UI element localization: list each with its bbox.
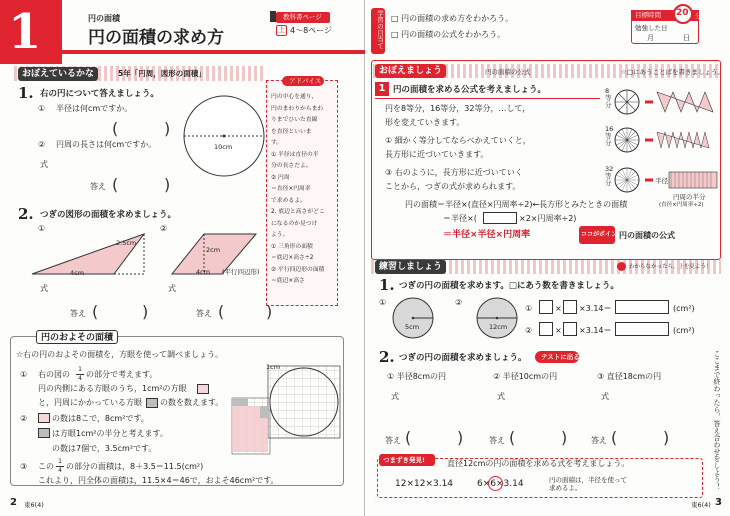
p2-item-2: ② 半径10cmの円: [493, 372, 558, 381]
formula-2a: ＝半径×(: [443, 214, 477, 223]
eq2-unit: (cm²): [673, 326, 695, 335]
p2-3-shiki: 式: [601, 392, 609, 401]
learn-line-2: 形を変えていきます。: [385, 118, 465, 127]
book-icon: [270, 11, 276, 22]
advice-line: りまでひいた直線: [271, 117, 318, 123]
a1-num: ①: [20, 370, 28, 379]
q1-2-paren-close: ): [164, 175, 171, 194]
advice-line: ② 円周: [271, 174, 290, 181]
advice-title: アドバイス: [289, 77, 322, 85]
learn-line-6: ことから，つぎの式が求められます。: [385, 182, 521, 191]
formula-1: 円の面積＝半径×(直径×円周率÷2)←長方形とみたときの面積: [405, 200, 628, 209]
advice-line: ＝底辺×高さ: [271, 278, 305, 284]
p2-2-shiki: 式: [497, 392, 505, 401]
answer-note: 円の面積は，半径を使って求めるよ。: [549, 476, 627, 492]
p2-item-1: ① 半径8cmの円: [387, 372, 446, 381]
q1-1-num: ①: [38, 104, 46, 113]
time-value: 20: [676, 8, 689, 18]
p2-1-paren-close: ): [457, 428, 464, 447]
p2-2-kotae: 答え: [489, 436, 505, 445]
advice-line: を直径といいま: [271, 128, 312, 135]
unit-number: 1: [8, 4, 42, 60]
a3-text-c: これより，円全体の面積は，11.5×4＝46で，およそ46cm²です。: [38, 476, 279, 485]
p2-3-paren-close: ): [663, 428, 670, 447]
review-ref: 5年「円周，図形の面積」: [118, 69, 206, 78]
eq2-blank-c[interactable]: [615, 322, 669, 336]
right-page-number: 3: [715, 497, 722, 508]
approx-intro: ☆右の円のおよその面積を，方眼を使って調べましょう。: [16, 350, 224, 359]
eq1-unit: (cm²): [673, 304, 695, 313]
test-tag: テストに出る!: [541, 353, 583, 361]
tri-base-label: 4cm: [70, 269, 85, 277]
circ-formula-label: (直径×円周率÷2): [659, 202, 704, 208]
unit-title: 円の面積の求め方: [88, 28, 224, 48]
p2-1-kotae: 答え: [385, 436, 401, 445]
q2-2-num: ②: [160, 224, 168, 233]
unit-small-title: 円の面積: [88, 14, 120, 23]
advice-text: [271, 92, 335, 288]
a1-text-b: の部分で考えます。: [86, 370, 158, 379]
q2-1-shiki: 式: [40, 284, 48, 293]
advice-line: で求めるよ。: [271, 197, 306, 204]
div-label-32: 32等分: [605, 165, 614, 187]
p1-2-num: ②: [455, 298, 463, 307]
advice-line: 円の中心を通り，: [271, 94, 318, 100]
q1-2-num: ②: [38, 140, 46, 149]
grid-unit-label: 1cm: [266, 363, 281, 371]
q1-2-paren-open: (: [112, 175, 119, 194]
advice-line: ＝直径×円周率: [271, 186, 311, 192]
q1-kotae: 答え: [90, 182, 106, 191]
eq2-num: ②: [525, 326, 533, 335]
study-date-label: 勉強した日: [635, 24, 668, 32]
time-label: 目標時間: [635, 11, 661, 19]
p2-number: 2.: [379, 348, 395, 366]
advice-line: 分の長さだよ。: [271, 163, 312, 169]
p2-text: つぎの円の面積を求めましょう。: [399, 353, 527, 363]
q2-1-paren-close: ): [142, 302, 149, 321]
grid-circle-figure: [230, 362, 342, 462]
goal-2: □ 円の面積の公式をわかろう。: [391, 30, 506, 39]
eq1-rest: ×3.14＝: [579, 304, 612, 313]
eq1-blank-c[interactable]: [615, 300, 669, 314]
q2-2-kotae: 答え: [196, 309, 212, 318]
q1-2-text: 円周の長さは何cmですか。: [56, 140, 157, 149]
p1-circles-figure: [389, 296, 559, 342]
month-label: 月: [647, 34, 654, 42]
eq2-times: ×: [555, 326, 562, 335]
q2-1-paren-open: (: [92, 302, 99, 321]
advice-line: 2. 底辺と高さがどこ: [271, 209, 325, 215]
a1-text-d: と，円周にかかっている方眼: [38, 398, 142, 407]
mokuhyo-tag: 学習の目当て: [376, 10, 384, 49]
eq1-blank-a[interactable]: [539, 300, 553, 314]
p2-1-paren-open: (: [405, 428, 412, 447]
advice-line: ① 三角形の面積: [271, 243, 313, 250]
p2-3-paren-open: (: [611, 428, 618, 447]
tsumazuki-tag: つまずき発見!: [383, 456, 425, 464]
a1-fraction: 1 4: [76, 366, 84, 383]
q2-text: つぎの図形の面積を求めましょう。: [40, 210, 177, 220]
answer-b: 6×6×3.14: [477, 479, 524, 489]
day-label: 日: [683, 34, 690, 42]
square-full-icon-2: [38, 413, 50, 423]
textbook-pages: 4～8ページ: [290, 26, 333, 35]
a2-num: ②: [20, 414, 28, 423]
p2-1-shiki: 式: [391, 392, 399, 401]
q1-1-text: 半径は何cmですか。: [56, 104, 133, 113]
point-label: ココがポイント!: [581, 231, 626, 238]
q1-number: 1.: [18, 84, 34, 102]
q1-text: 右の円について答えましょう。: [40, 89, 159, 99]
a1-text-a: 右の図の: [38, 370, 70, 379]
a1-text-e: の数を数えます。: [160, 398, 224, 407]
p2-3-kotae: 答え: [591, 436, 607, 445]
point-text: 円の面積の公式: [619, 231, 675, 240]
a2-text-b: は方眼1cm²の半分と考えます。: [52, 429, 168, 438]
side-text: ここまで終わったら，答え合わせをしよう！: [713, 350, 721, 490]
a3-fraction: 1 4: [56, 458, 64, 475]
q1-shiki: 式: [40, 160, 48, 169]
learn-line-1: 円を8等分，16等分，32等分，…して，: [385, 104, 531, 113]
formula-2b: ×2×円周率÷2): [519, 214, 577, 223]
square-full-icon: [197, 384, 209, 394]
approx-title: 円のおよその面積: [36, 330, 118, 344]
right-page: [365, 0, 730, 516]
learn-tag: おぼえましょう: [375, 64, 446, 78]
q1-circle-figure: [182, 92, 268, 180]
q2-2-paren-open: (: [218, 302, 225, 321]
learn-line-4: 長方形に近づいていきます。: [385, 150, 489, 159]
eq1-blank-b[interactable]: [563, 300, 577, 314]
q2-2-paren-close: ): [266, 302, 273, 321]
right-page-code: 東6(4): [691, 501, 711, 509]
header-rule: [62, 50, 365, 54]
eq1-num: ①: [525, 304, 533, 313]
p1-c2-label: 12cm: [489, 323, 508, 331]
advice-line: 円のまわりからまわ: [271, 105, 324, 112]
correct-circle-mark: [488, 476, 503, 491]
p1-c1-label: 5cm: [405, 323, 420, 331]
advice-line: ＝底辺×高さ÷2: [271, 255, 314, 261]
a3-text-b: の部分の面積は，8＋3.5＝11.5(cm²): [66, 462, 204, 471]
q2-2-shiki: 式: [168, 284, 176, 293]
p2-2-paren-open: (: [509, 428, 516, 447]
tsumazuki-text: 直径12cmの円の面積を求める式を考えましょう。: [447, 459, 630, 468]
advice-line: よう。: [271, 232, 289, 238]
q2-1-kotae: 答え: [70, 309, 86, 318]
a3-text-a: この: [38, 462, 54, 471]
learn-line-3: ① 細かく等分してならべかえていくと，: [385, 136, 531, 145]
learn-line-5: ③ 右のように，長方形に近づいていく: [385, 168, 523, 177]
q1-1-paren-close: ): [164, 119, 171, 138]
a2-text-c: の数は7個で，3.5cm²です。: [52, 444, 157, 453]
div-label-16: 16等分: [605, 125, 614, 147]
half-radius-label: 半径: [655, 177, 668, 185]
square-partial-icon-2: [38, 428, 50, 438]
para-height-label: 2cm: [206, 246, 221, 254]
textbook-label: 教科書ページ: [283, 13, 322, 21]
div-label-8: 8等分: [605, 87, 612, 109]
advice-line: ② 平行四辺形の面積: [271, 266, 325, 273]
review-tag: おぼえているかな: [18, 67, 98, 81]
circ-half-label: 円周の半分: [673, 193, 706, 201]
practice-note: わからなかったら，上を見よう！: [629, 264, 712, 270]
textbook-volume: 上: [278, 26, 285, 34]
hint-icon: [617, 262, 626, 271]
triangle-figure: [28, 230, 158, 282]
tri-height-label: 2.5cm: [116, 239, 137, 247]
learn-num: 1: [375, 82, 389, 96]
eq2-rest: ×3.14＝: [579, 326, 612, 335]
learn-title: 円の面積を求める公式を考えましょう。: [393, 85, 547, 95]
left-page-code: 東6(4): [24, 501, 44, 509]
q2-1-num: ①: [38, 224, 46, 233]
square-partial-icon: [146, 398, 158, 408]
circle-diameter-label: 10cm: [214, 143, 233, 151]
a1-text-c: 円の内側にある方眼のうち，1cm²の方眼: [38, 384, 187, 393]
goal-1: □ 円の面積の求め方をわかろう。: [391, 14, 514, 23]
para-name-label: (平行四辺形): [222, 268, 260, 276]
p1-1-num: ①: [379, 298, 387, 307]
eq2-blank-a[interactable]: [539, 322, 553, 336]
eq1-times: ×: [555, 304, 562, 313]
q1-1-paren-open: (: [112, 119, 119, 138]
advice-line: になるのか見つけ: [271, 220, 318, 227]
time-unit: 分: [695, 12, 702, 20]
left-page-number: 2: [10, 497, 17, 508]
a3-num: ③: [20, 462, 28, 471]
p2-item-3: ③ 直径18cmの円: [597, 372, 662, 381]
q2-number: 2.: [18, 205, 34, 223]
learn-sub: 円の面積の公式: [485, 68, 531, 76]
para-base-label: 4cm: [196, 268, 211, 276]
formula-blank[interactable]: [483, 212, 517, 224]
answer-a: 12×12×3.14: [395, 479, 454, 489]
a2-text-a: の数は8こで，8cm²です。: [52, 414, 149, 423]
practice-tag: 練習しましょう: [375, 260, 446, 274]
advice-line: す。: [271, 140, 283, 146]
p1-number: 1.: [379, 276, 395, 294]
p2-2-paren-close: ): [561, 428, 568, 447]
p1-text: つぎの円の面積を求めます。□にあう数を書きましょう。: [399, 281, 619, 291]
learn-note: ☆□にあうことばを書きましょう。: [621, 68, 724, 76]
formula-3: ＝半径×半径×円周率: [443, 230, 531, 240]
learn-rule: [375, 98, 600, 99]
advice-line: ① 半径は直径の半: [271, 151, 319, 158]
eq2-blank-b[interactable]: [563, 322, 577, 336]
